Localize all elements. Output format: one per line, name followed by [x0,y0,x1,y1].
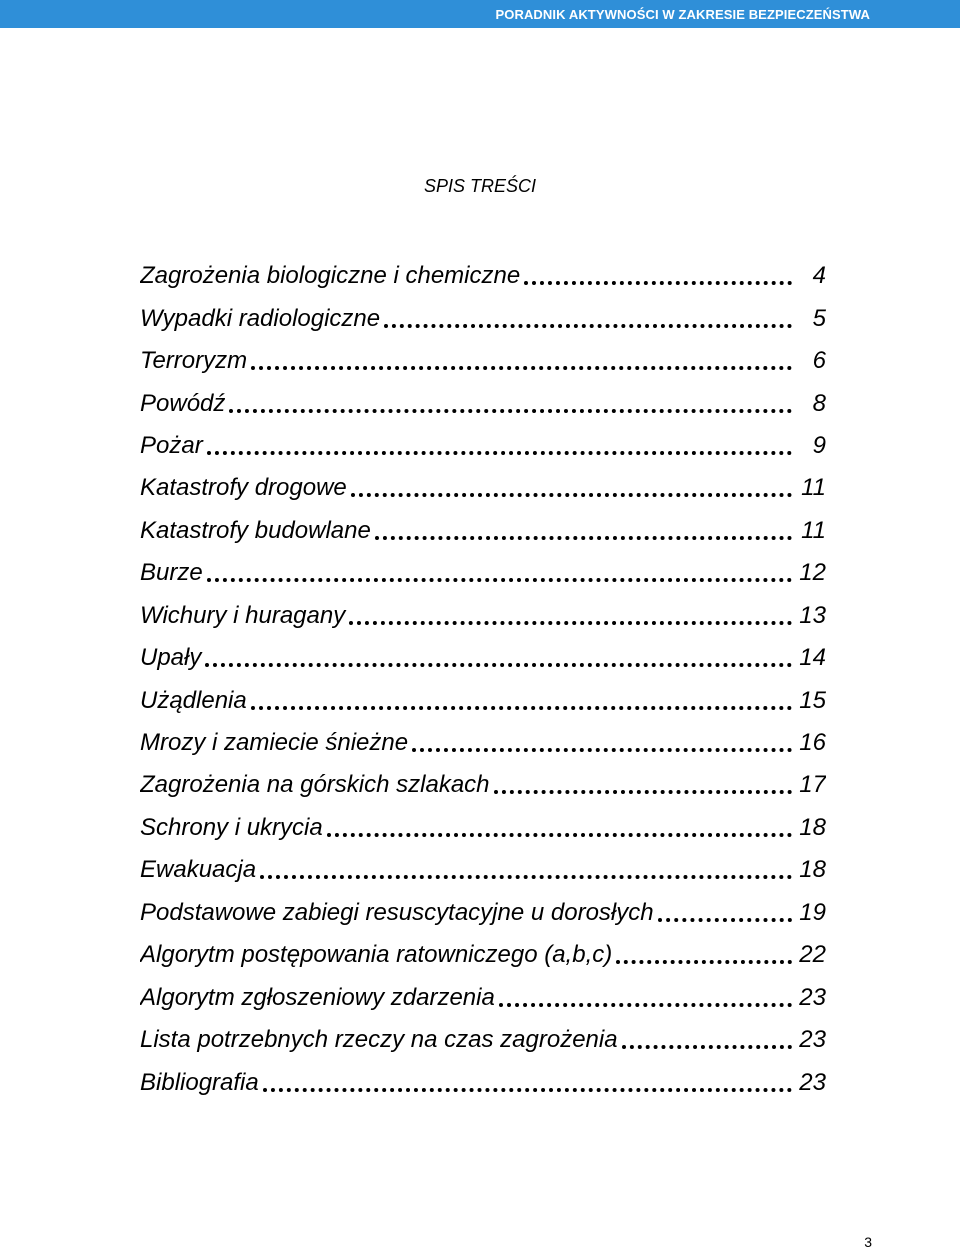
toc-entry-page: 18 [799,856,826,884]
dot-leader [207,578,792,582]
toc-entry[interactable] [140,510,826,552]
dot-leader [327,833,792,837]
dot-leader [658,918,792,922]
header-bar [0,0,960,28]
dot-leader [412,748,792,752]
toc-entry[interactable] [140,722,826,764]
dot-leader [616,960,792,964]
dot-leader [375,536,792,540]
dot-leader [349,621,792,625]
toc-entry-page: 15 [799,686,826,714]
page-number: 3 [864,1234,872,1250]
dot-leader [499,1003,792,1007]
dot-leader [351,493,792,497]
toc-entry-page: 11 [801,516,826,544]
toc-entry[interactable] [140,340,826,382]
dot-leader [251,366,792,370]
toc-entry[interactable] [140,934,826,976]
toc-entry-label: Katastrofy budowlane [140,516,371,544]
toc-entry-label: Wichury i huragany [140,601,346,629]
toc-entry[interactable] [140,976,826,1018]
toc-entry-page: 19 [799,898,826,926]
toc-entry-page: 23 [799,1068,826,1096]
toc-entry-label: Ewakuacja [140,856,257,884]
toc-entry-page: 16 [799,729,826,757]
toc-entry[interactable] [140,552,826,594]
toc-entry-label: Wypadki radiologiczne [140,304,381,332]
dot-leader [384,324,792,328]
toc-entry-page: 11 [801,474,826,502]
toc-list [140,255,826,1104]
toc-entry[interactable] [140,764,826,806]
toc-entry-page: 17 [799,771,826,799]
dot-leader [524,281,792,285]
toc-entry-page: 12 [799,559,826,587]
toc-entry-label: Bibliografia [140,1068,259,1096]
toc-entry-page: 13 [799,601,826,629]
toc-entry-label: Burze [140,559,203,587]
toc-entry-label: Zagrożenia na górskich szlakach [140,771,490,799]
toc-entry[interactable] [140,425,826,467]
dot-leader [205,663,792,667]
toc-entry-label: Użądlenia [140,686,247,714]
toc-entry-page: 9 [812,431,826,459]
toc-entry[interactable] [140,1019,826,1061]
toc-entry-page: 5 [812,304,826,332]
toc-entry[interactable] [140,595,826,637]
toc-entry-page: 4 [812,262,826,290]
toc-entry[interactable] [140,679,826,721]
toc-entry-label: Algorytm postępowania ratowniczego (a,b,c) [140,941,613,969]
header-title: PORADNIK AKTYWNOŚCI W ZAKRESIE BEZPIECZEŃSTWA [495,7,870,22]
toc-entry-page: 6 [812,347,826,375]
toc-entry[interactable] [140,807,826,849]
dot-leader [260,875,792,879]
toc-entry[interactable] [140,255,826,297]
toc-entry-label: Podstawowe zabiegi resuscytacyjne u dorosłych [140,898,654,926]
toc-entry[interactable] [140,637,826,679]
toc-entry[interactable] [140,892,826,934]
dot-leader [251,706,792,710]
dot-leader [263,1088,792,1092]
toc-entry-page: 14 [799,644,826,672]
dot-leader [494,790,792,794]
dot-leader [622,1045,792,1049]
toc-entry-label: Schrony i ukrycia [140,813,323,841]
toc-entry[interactable] [140,382,826,424]
toc-entry-label: Pożar [140,431,203,459]
toc-entry-label: Algorytm zgłoszeniowy zdarzenia [140,983,495,1011]
toc-title: SPIS TREŚCI [423,176,537,196]
toc-entry-page: 23 [799,983,826,1011]
toc-entry-page: 22 [799,941,826,969]
toc-entry-label: Zagrożenia biologiczne i chemiczne [140,262,521,290]
toc-entry-label: Mrozy i zamiecie śnieżne [140,729,409,757]
toc-entry-label: Upały [140,644,202,672]
toc-entry-page: 8 [812,389,826,417]
dot-leader [207,451,792,455]
toc-entry[interactable] [140,467,826,509]
toc-entry-label: Powódź [140,389,226,417]
dot-leader [229,409,792,413]
toc-entry[interactable] [140,1061,826,1103]
toc-entry-label: Lista potrzebnych rzeczy na czas zagrożenia [140,1026,618,1054]
toc-entry[interactable] [140,849,826,891]
toc-entry-page: 18 [799,813,826,841]
toc-entry-label: Terroryzm [140,347,248,375]
toc-entry[interactable] [140,297,826,339]
toc-entry-page: 23 [799,1026,826,1054]
toc-entry-label: Katastrofy drogowe [140,474,347,502]
